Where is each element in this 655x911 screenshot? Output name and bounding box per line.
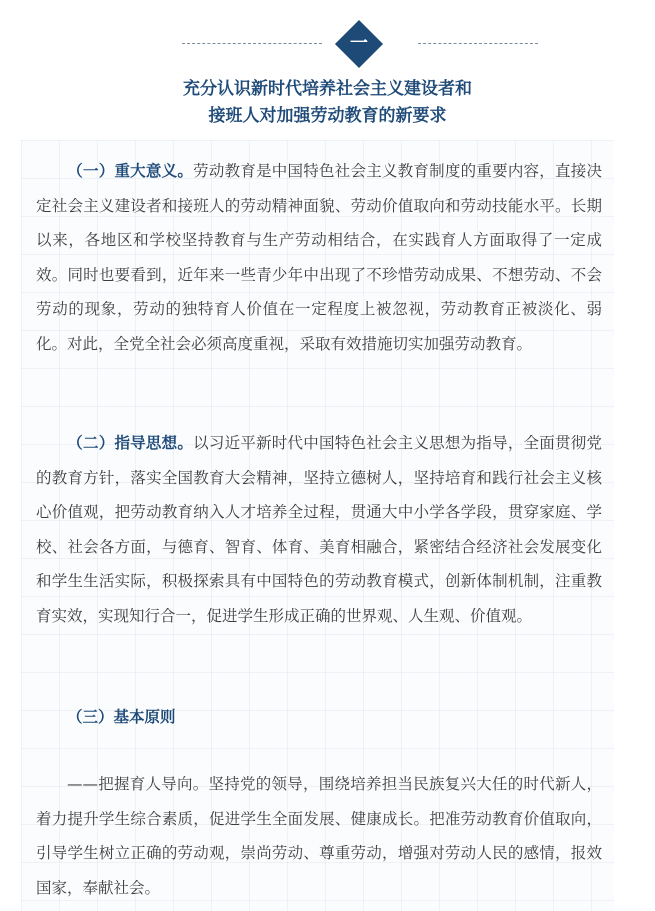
paragraph-text: ——把握育人导向。坚持党的领导，围绕培养担当民族复兴大任的时代新人，着力提升学生综合素质，促进学生全面发展、健康成长。把准劳动教育价值取向，引导学生树立正确的劳动观，崇尚劳动、尊重劳动，增强对劳动人民的感情，报效国家，奉献社会。: [36, 775, 602, 897]
paragraph-guiding-thought: [36, 426, 602, 633]
paragraph-basic-principles-heading: [36, 700, 602, 735]
section-title-line2: 接班人对加强劳动教育的新要求: [208, 106, 447, 126]
section-number: 一: [350, 33, 368, 54]
dashed-divider-left: [182, 43, 322, 44]
paragraph-text: 以习近平新时代中国特色社会主义思想为指导，全面贯彻党的教育方针，落实全国教育大会精神，坚持立德树人，坚持培育和践行社会主义核心价值观，把劳动教育纳入人才培养全过程，贯通大中小学各学段，贯穿家庭、学校、社会各方面，与德育、智育、体育、美育相融合，紧密结合经济社会发展变化和学生生活实际，积极探索具有中国特色的劳动教育模式，创新体制机制，注重教育实效，实现知行合一，促进学生形成正确的世界观、人生观、价值观。: [36, 434, 602, 625]
paragraph-lead: （三）基本原则: [67, 708, 176, 726]
section-title-line1: 充分认识新时代培养社会主义建设者和: [183, 79, 472, 99]
paragraph-lead: （一）重大意义。: [67, 162, 194, 180]
section-title: [0, 76, 655, 130]
paragraph-text: 劳动教育是中国特色社会主义教育制度的重要内容，直接决定社会主义建设者和接班人的劳动精神面貌、劳动价值取向和劳动技能水平。长期以来，各地区和学校坚持教育与生产劳动相结合，在实践育人方面取得了一定成效。同时也要看到，近年来一些青少年中出现了不珍惜劳动成果、不想劳动、不会劳动的现象，劳动的独特育人价值在一定程度上被忽视，劳动教育正被淡化、弱化。对此，全党全社会必须高度重视，采取有效措施切实加强劳动教育。: [36, 162, 602, 353]
paragraph-lead: （二）指导思想。: [67, 434, 194, 452]
section-header: [0, 0, 655, 140]
paragraph-education-orientation: [36, 767, 602, 905]
paragraph-significance: [36, 154, 602, 361]
dashed-divider-right: [418, 43, 538, 44]
